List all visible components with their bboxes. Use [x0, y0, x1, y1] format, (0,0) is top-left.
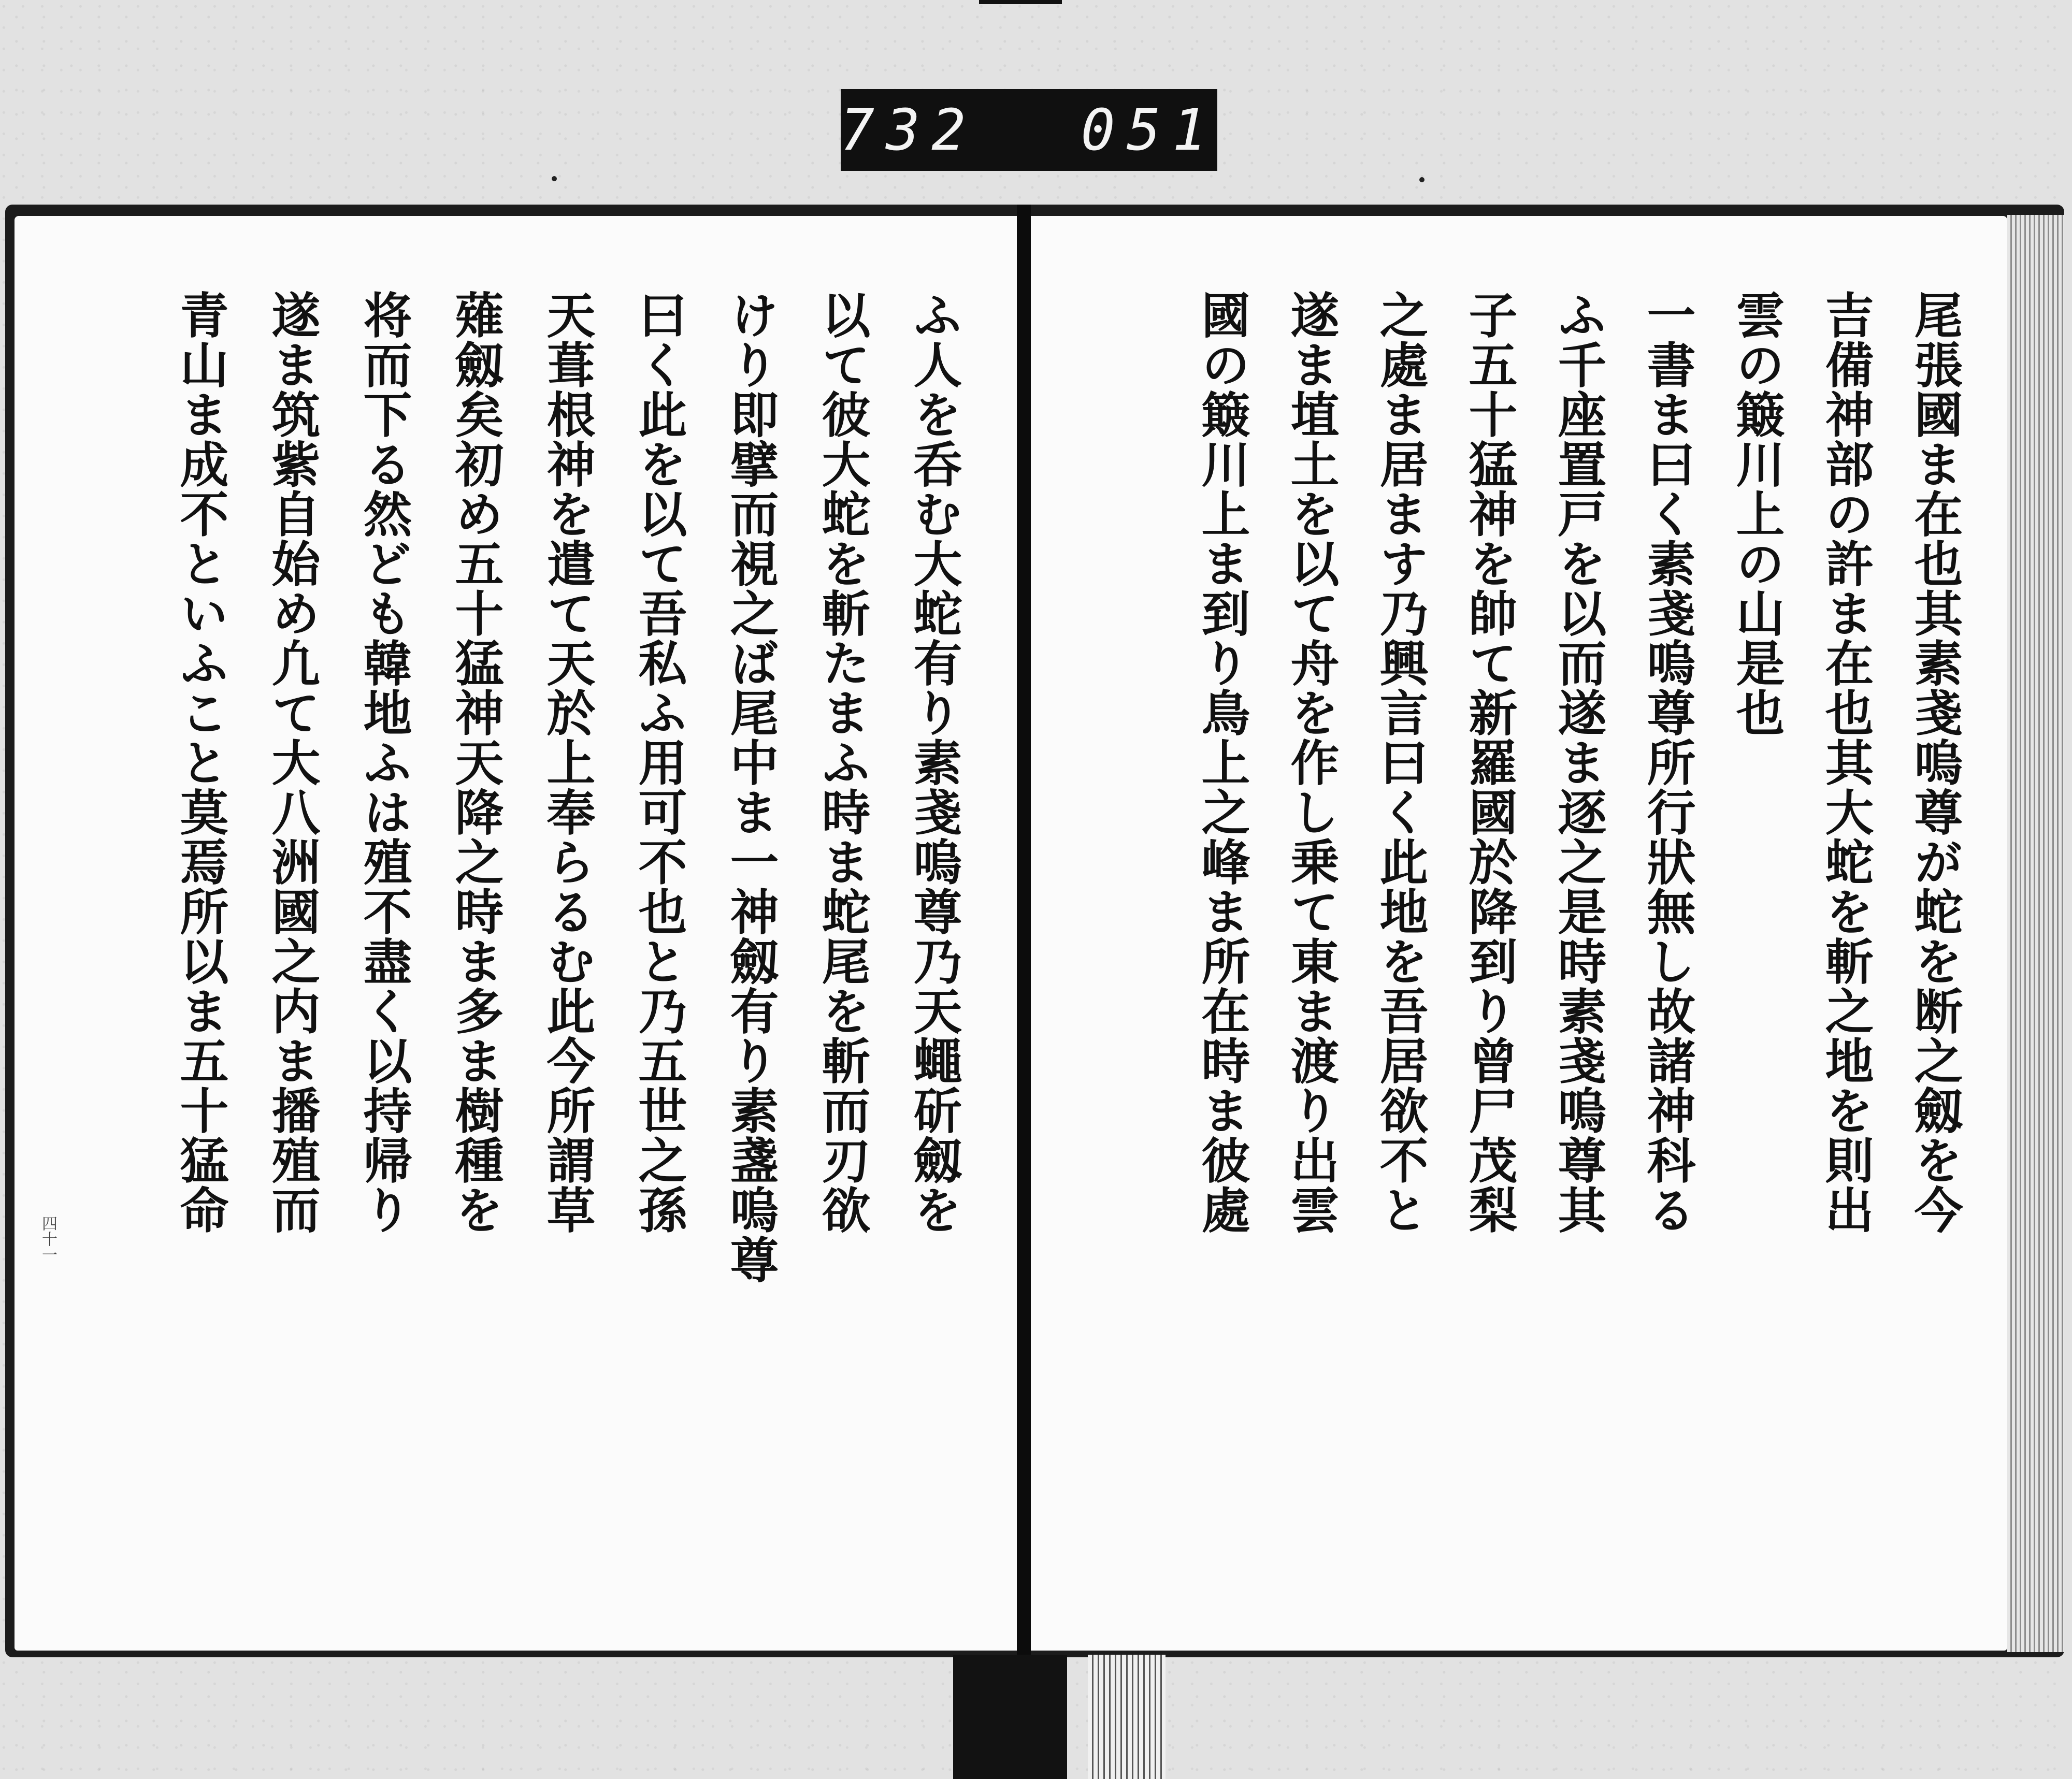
frame-number: 051	[1081, 97, 1218, 163]
top-edge-tab	[979, 0, 1062, 4]
left-page-text	[67, 290, 979, 1533]
binding-block	[953, 1655, 1067, 1779]
text-column: 青山ま成不といふこと莫焉所以ま五十猛命	[171, 290, 228, 1235]
text-column: 雲の簸川上の山是也	[1728, 290, 1785, 737]
text-column: 一書ま曰く素戔嗚尊所行狀無し故諸神科る	[1638, 290, 1695, 1235]
text-column: 子五十猛神を帥て新羅國於降到り曾尸茂梨	[1460, 290, 1517, 1235]
frame-number-label	[841, 89, 1217, 171]
text-column: 天葺根神を遣て天於上奉らるむ此今所謂草	[538, 290, 595, 1235]
right-page-text	[1160, 290, 1979, 1533]
text-column: 薙劔矣初め五十猛神天降之時ま多ま樹種を	[447, 290, 503, 1235]
text-column: 遂ま埴土を以て舟を作し乗て東ま渡り出雲	[1282, 290, 1339, 1235]
text-column: 尾張國ま在也其素戔嗚尊が蛇を断之劔を今	[1906, 290, 1963, 1235]
text-column: 遂ま筑紫自始め凢て大八洲國之内ま播殖而	[263, 290, 320, 1235]
page-fore-edge	[2007, 215, 2064, 1652]
text-column: ふ人を呑む大蛇有り素戔嗚尊乃天蠅斫劔を	[905, 290, 962, 1235]
text-column: ふ千座置戸を以而遂ま逐之是時素戔嗚尊其	[1549, 290, 1606, 1235]
page-stack-edge	[1088, 1655, 1166, 1779]
page-folio: 四十一	[39, 1216, 57, 1262]
text-column: 以て彼大蛇を斬たまふ時ま蛇尾を斬而刃欲	[813, 290, 870, 1235]
text-column: 吉備神部の許ま在也其大蛇を斬之地を則出	[1817, 290, 1874, 1235]
text-column: 國の簸川上ま到り鳥上之峰ま所在時ま彼處	[1193, 290, 1250, 1235]
text-column: けり即擘而視之ば尾中ま一神劔有り素盞嗚尊	[722, 290, 779, 1284]
text-column: 曰く此を以て吾私ふ用可不也と乃五世之孫	[630, 290, 687, 1235]
scan-speck	[1419, 177, 1424, 182]
scan-speck	[552, 176, 557, 181]
text-column: 将而下る然ども韓地ふは殖不盡く以持帰り	[355, 290, 412, 1235]
book-gutter	[1017, 205, 1031, 1660]
reel-number: 732	[840, 97, 977, 163]
text-column: 之處ま居ます乃興言曰く此地を吾居欲不と	[1371, 290, 1428, 1235]
